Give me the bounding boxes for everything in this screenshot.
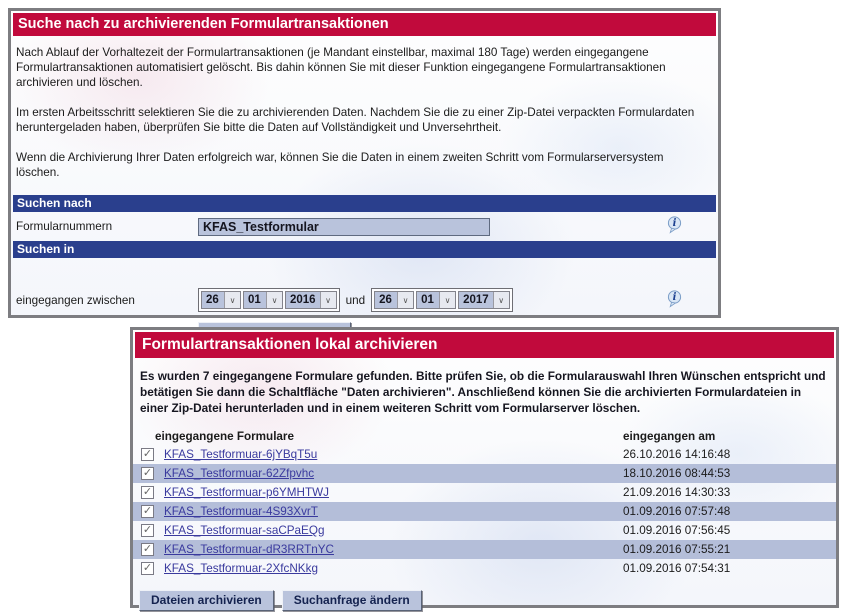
form-link[interactable]: KFAS_Testformuar-p6YMHTWJ — [164, 486, 329, 499]
form-link[interactable]: KFAS_Testformuar-dR3RRTnYC — [164, 543, 334, 556]
row-checkbox[interactable]: ✓ — [142, 562, 153, 574]
dateien-archivieren-button[interactable]: Dateien archivieren — [139, 590, 274, 611]
received-timestamp: 18.10.2016 08:44:53 — [623, 467, 731, 480]
svg-text:i: i — [672, 218, 677, 230]
table-row — [133, 464, 836, 483]
table-row — [133, 540, 836, 559]
info-icon[interactable] — [667, 216, 682, 237]
search-panel — [8, 8, 721, 318]
form-link[interactable]: KFAS_Testformuar-saCPaEQg — [164, 524, 325, 537]
column-header-forms: eingegangene Formulare — [155, 429, 294, 443]
to-month-select[interactable] — [416, 291, 456, 309]
received-timestamp: 01.09.2016 07:54:31 — [623, 562, 731, 575]
received-timestamp: 01.09.2016 07:56:45 — [623, 524, 731, 537]
intro-paragraph: Im ersten Arbeitsschritt selektieren Sie die zu archivierenden Daten. Nachdem Sie die zu einer Zip-Datei verpackten Formulardaten heruntergeladen haben, überprüfen Sie bitte die Daten auf Vollständigkeit und Unversehrtheit. — [16, 106, 695, 134]
intro-text — [11, 38, 718, 180]
form-link[interactable]: KFAS_Testformuar-6jYBqT5u — [164, 448, 318, 461]
from-year-select[interactable] — [285, 291, 337, 309]
archive-panel-title: Formulartransaktionen lokal archivieren — [135, 332, 834, 358]
intro-paragraph: Nach Ablauf der Vorhaltezeit der Formulartransaktionen (je Mandant einstellbar, maximal 180 Tage) werden eingegangene Formulartransaktionen automatisiert gelöscht. Bis dahin können Sie mit dieser Funktion eingegangene Formulartransaktionen archivieren und löschen. — [16, 46, 666, 89]
chevron-down-icon: ∨ — [493, 292, 509, 308]
received-timestamp: 21.09.2016 14:30:33 — [623, 486, 731, 499]
search-panel-title: Suche nach zu archivierenden Formulartransaktionen — [13, 13, 716, 36]
date-to-group — [371, 288, 513, 312]
row-checkbox[interactable]: ✓ — [142, 505, 153, 517]
row-checkbox[interactable]: ✓ — [142, 486, 153, 498]
row-checkbox[interactable]: ✓ — [142, 467, 153, 479]
info-icon[interactable] — [667, 290, 682, 311]
suchanfrage-aendern-button[interactable]: Suchanfrage ändern — [282, 590, 422, 611]
table-row — [133, 502, 836, 521]
section-header-suchen-in: Suchen in — [13, 241, 716, 258]
table-body — [133, 445, 836, 578]
formularnummern-input[interactable] — [198, 218, 490, 236]
to-year-select[interactable] — [458, 291, 510, 309]
formularnummern-label: Formularnummern — [16, 220, 113, 233]
svg-text:i: i — [672, 291, 677, 303]
archive-panel — [130, 327, 839, 608]
table-row — [133, 521, 836, 540]
from-year-value: 2016 — [286, 292, 320, 308]
from-day-select[interactable] — [201, 291, 241, 309]
received-timestamp: 01.09.2016 07:55:21 — [623, 543, 731, 556]
received-timestamp: 26.10.2016 14:16:48 — [623, 448, 731, 461]
to-year-value: 2017 — [459, 292, 493, 308]
chevron-down-icon: ∨ — [439, 292, 455, 308]
form-link[interactable]: KFAS_Testformuar-62Zfpvhc — [164, 467, 315, 480]
received-timestamp: 01.09.2016 07:57:48 — [623, 505, 731, 518]
to-day-value: 26 — [375, 292, 397, 308]
forms-table — [133, 427, 836, 578]
to-day-select[interactable] — [374, 291, 414, 309]
column-header-received: eingegangen am — [623, 429, 716, 443]
archive-actions — [133, 578, 836, 611]
chevron-down-icon: ∨ — [397, 292, 413, 308]
row-checkbox[interactable]: ✓ — [142, 524, 153, 536]
table-row — [133, 445, 836, 464]
date-range-row — [11, 284, 718, 316]
from-month-value: 01 — [244, 292, 266, 308]
from-month-select[interactable] — [243, 291, 283, 309]
section-header-suchen-nach: Suchen nach — [13, 195, 716, 212]
from-day-value: 26 — [202, 292, 224, 308]
formularnummern-row — [11, 212, 718, 241]
row-checkbox[interactable]: ✓ — [142, 543, 153, 555]
date-from-group — [198, 288, 340, 312]
chevron-down-icon: ∨ — [266, 292, 282, 308]
row-checkbox[interactable]: ✓ — [142, 448, 153, 460]
eingegangen-zwischen-label: eingegangen zwischen — [16, 293, 135, 307]
form-link[interactable]: KFAS_Testformuar-4S93XvrT — [164, 505, 318, 518]
archive-description: Es wurden 7 eingegangene Formulare gefunden. Bitte prüfen Sie, ob die Formularauswahl Ihren Wünschen entspricht und betätigen Sie dann die Schaltfläche "Daten archivieren". Anschließend können Sie die archivierten Formulardateien in einer Zip-Datei herunterladen und in einem weiteren Schritt vom Formularserver löschen. — [140, 369, 826, 415]
table-row — [133, 483, 836, 502]
form-link[interactable]: KFAS_Testformuar-2XfcNKkg — [164, 562, 318, 575]
chevron-down-icon: ∨ — [224, 292, 240, 308]
table-header-row — [133, 427, 836, 445]
to-month-value: 01 — [417, 292, 439, 308]
intro-paragraph: Wenn die Archivierung Ihrer Daten erfolgreich war, können Sie die Daten in einem zweiten Schritt vom Formularserversystem löschen. — [16, 151, 664, 179]
chevron-down-icon: ∨ — [320, 292, 336, 308]
table-row — [133, 559, 836, 578]
und-label: und — [345, 293, 366, 307]
